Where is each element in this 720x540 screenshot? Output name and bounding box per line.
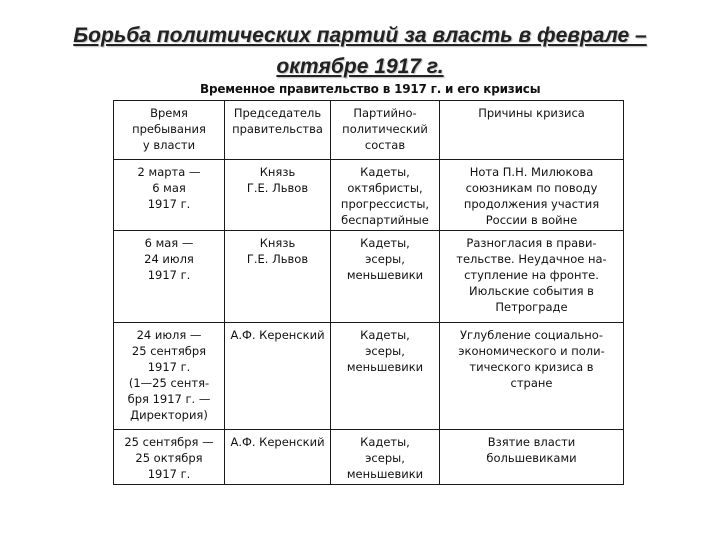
cell-reason: Углубление социально- экономического и поли- тического кризиса в стране [440,323,624,430]
cell-period: 2 марта — 6 мая 1917 г. [114,160,225,231]
cell-period: 25 сентября — 25 октября 1917 г. [114,430,225,485]
column-header-chairman: Председатель правительства [225,101,331,160]
cell-period: 24 июля — 25 сентября 1917 г. (1—25 сентя- бря 1917 г. — Директория) [114,323,225,430]
cell-reason: Нота П.Н. Милюкова союзникам по поводу продолжения участия России в войне [440,160,624,231]
table-caption: Временное правительство в 1917 г. и его кризисы [200,82,541,96]
column-header-reason: Причины кризиса [440,101,624,160]
column-header-composition: Партийно- политический состав [331,101,440,160]
table-row [114,160,624,231]
cell-reason: Взятие власти большевиками [440,430,624,485]
cell-chairman: Князь Г.Е. Львов [225,231,331,323]
page-title-line-1: Борьба политических партий за власть в феврале – [73,24,647,47]
table-header-row [114,101,624,160]
table-row [114,323,624,430]
cell-period: 6 мая — 24 июля 1917 г. [114,231,225,323]
table-row [114,430,624,485]
cell-composition: Кадеты, эсеры, меньшевики [331,430,440,485]
cell-chairman: А.Ф. Керенский [225,323,331,430]
table-row [114,231,624,323]
provisional-government-table [113,100,624,485]
page-title-line-2: октябре 1917 г. [276,55,444,78]
cell-chairman: А.Ф. Керенский [225,430,331,485]
cell-composition: Кадеты, эсеры, меньшевики [331,231,440,323]
cell-composition: Кадеты, октябристы, прогрессисты, беспартийные [331,160,440,231]
cell-chairman: Князь Г.Е. Львов [225,160,331,231]
cell-composition: Кадеты, эсеры, меньшевики [331,323,440,430]
page-title [0,20,720,82]
cell-reason: Разногласия в прави- тельстве. Неудачное на- ступление на фронте. Июльские события в Петрограде [440,231,624,323]
column-header-period: Время пребывания у власти [114,101,225,160]
